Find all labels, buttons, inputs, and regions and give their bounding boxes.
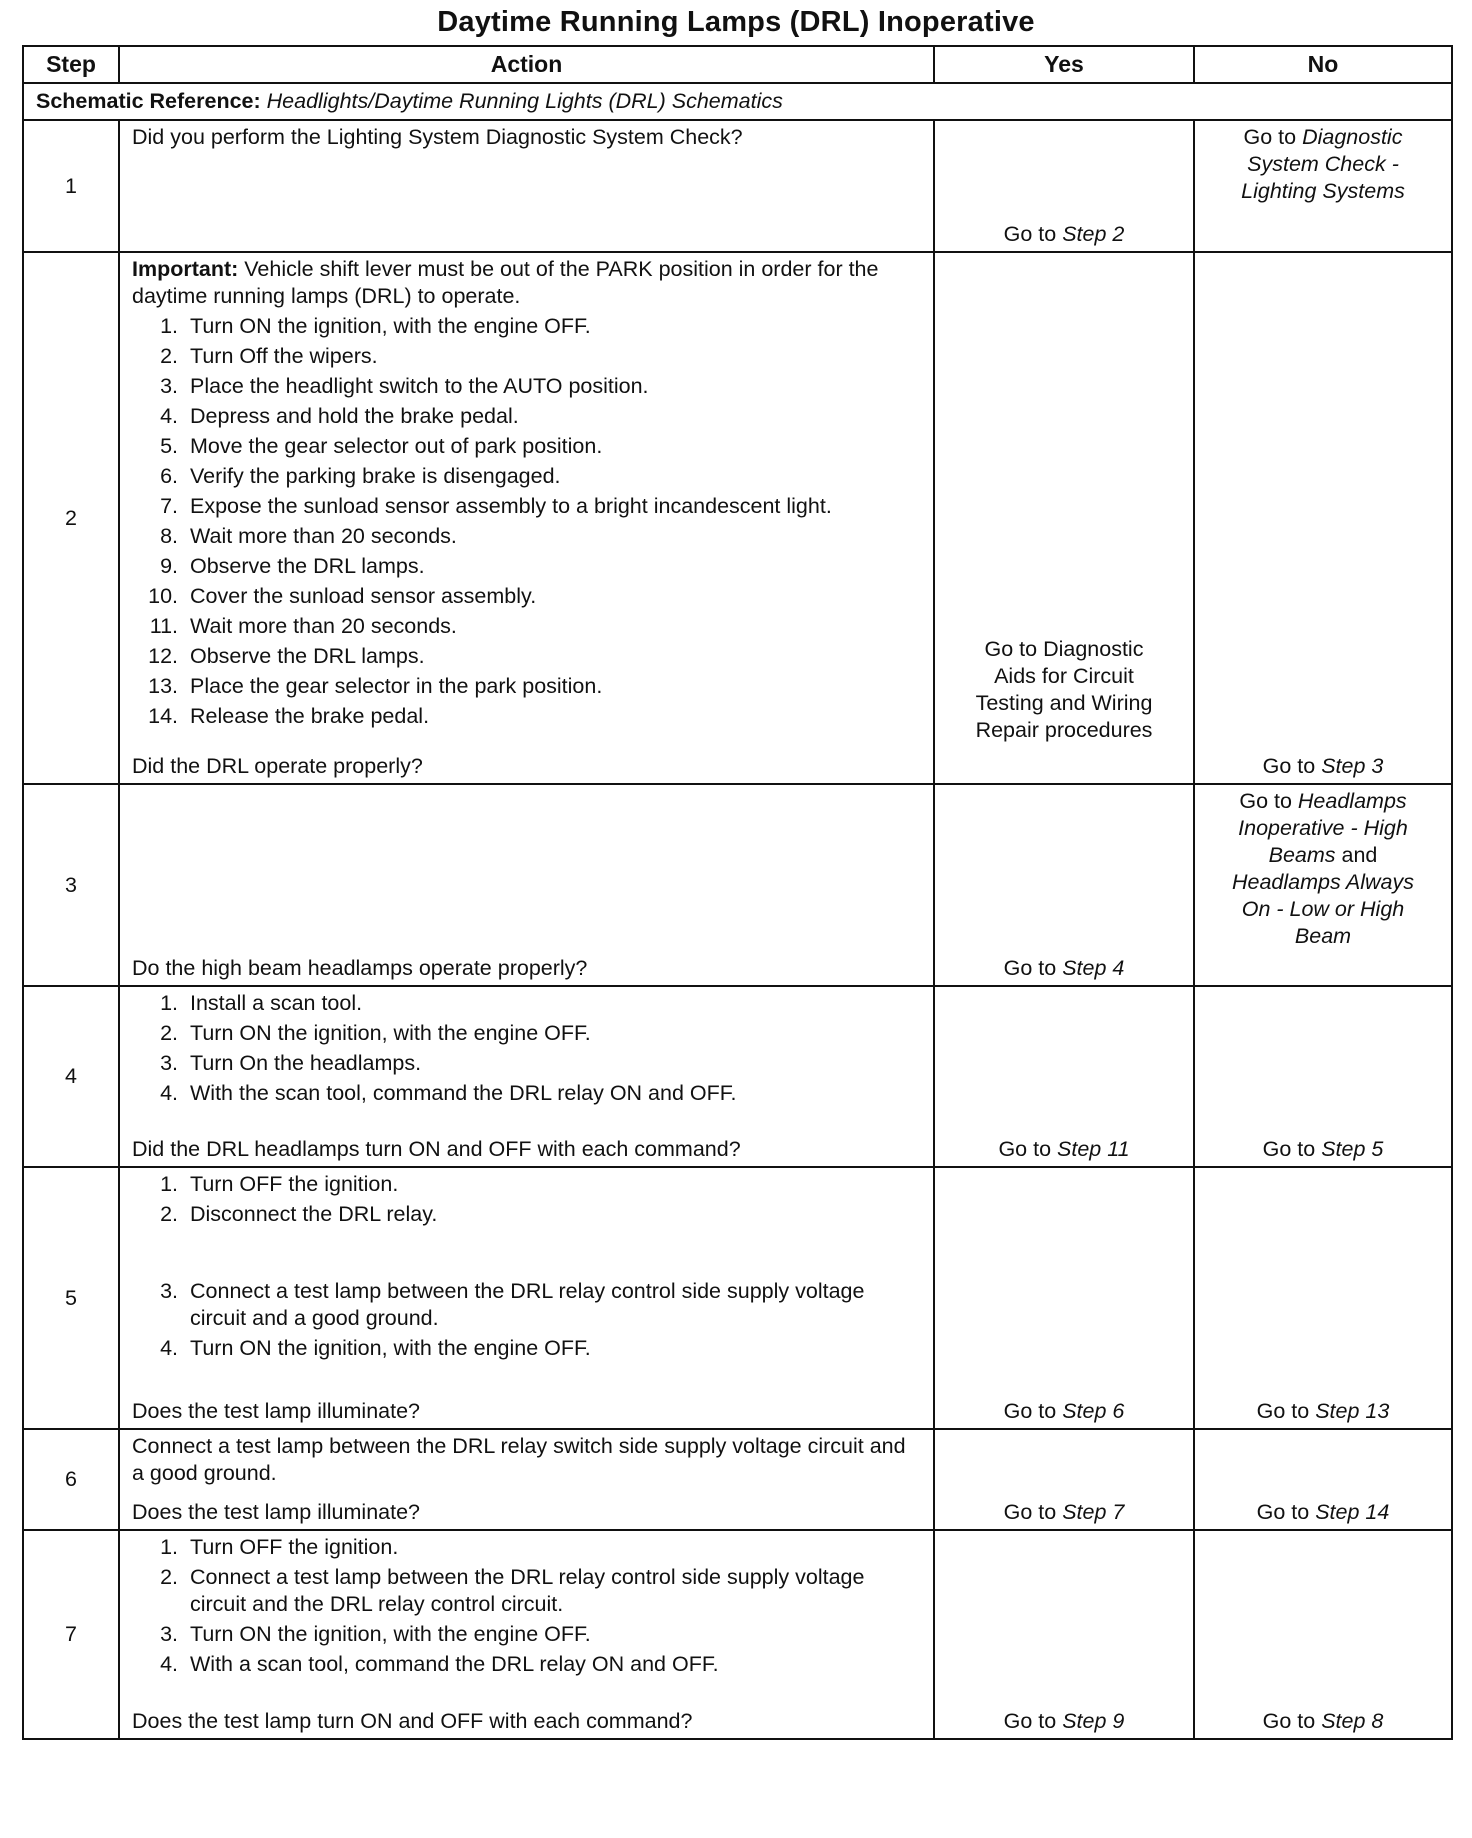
procedure-step — [132, 313, 921, 340]
procedure-step-text: Verify the parking brake is disengaged. — [190, 464, 561, 488]
step-row — [23, 1167, 1452, 1429]
no-result-cell — [1194, 252, 1452, 784]
goto-line — [1203, 923, 1443, 950]
goto-line — [943, 955, 1185, 982]
procedure-step — [132, 1020, 921, 1047]
goto-line — [1203, 151, 1443, 178]
procedure-step — [132, 1534, 921, 1561]
step-number: 3 — [23, 784, 119, 986]
procedure-step-text: With a scan tool, command the DRL relay ON and OFF. — [190, 1652, 719, 1676]
goto-target: Step 13 — [1315, 1399, 1390, 1423]
procedure-step-text: Turn ON the ignition, with the engine OFF. — [190, 314, 591, 338]
goto-target: Diagnostic — [1302, 125, 1403, 149]
goto-target: Headlamps — [1297, 789, 1407, 813]
action-question: Does the test lamp illuminate? — [132, 1399, 421, 1423]
goto-target: Headlamps Always — [1231, 870, 1415, 894]
step-row — [23, 120, 1452, 252]
step-row — [23, 784, 1452, 986]
header-action: Action — [119, 46, 934, 83]
yes-goto — [943, 1136, 1185, 1163]
important-note — [132, 256, 921, 310]
action-cell — [119, 1530, 934, 1739]
no-result-cell — [1194, 1530, 1452, 1739]
yes-result-cell — [934, 986, 1194, 1167]
step-row — [23, 986, 1452, 1167]
goto-prefix: Go to — [1262, 1137, 1322, 1161]
action-cell — [119, 120, 934, 252]
action-cell — [119, 1167, 934, 1429]
yes-goto — [943, 221, 1185, 248]
procedure-step-number: 6. — [160, 464, 178, 488]
goto-line — [1203, 869, 1443, 896]
procedure-step-number: 2. — [160, 1202, 178, 1226]
yes-goto — [943, 955, 1185, 982]
procedure-step — [132, 1335, 921, 1362]
goto-line — [1203, 842, 1443, 869]
important-label: Important: — [132, 257, 239, 281]
procedure-step — [132, 1278, 921, 1332]
goto-target: Testing and Wiring — [975, 691, 1153, 715]
goto-prefix: Go to — [1256, 1399, 1316, 1423]
goto-line — [943, 636, 1185, 663]
procedure-list — [132, 1171, 921, 1365]
goto-target: Step 8 — [1321, 1709, 1384, 1733]
goto-target: Step 9 — [1062, 1709, 1125, 1733]
procedure-step — [132, 990, 921, 1017]
procedure-step-number: 4. — [160, 1336, 178, 1360]
procedure-step — [132, 1080, 921, 1107]
no-goto — [1203, 124, 1443, 205]
no-goto — [1203, 1136, 1443, 1163]
step-number: 7 — [23, 1530, 119, 1739]
procedure-step-text: Move the gear selector out of park position. — [190, 434, 603, 458]
procedure-step-number: 1. — [160, 314, 178, 338]
header-yes: Yes — [934, 46, 1194, 83]
procedure-step-number: 3. — [160, 1622, 178, 1646]
goto-line — [1203, 815, 1443, 842]
procedure-step-number: 5. — [160, 434, 178, 458]
procedure-step-number: 2. — [160, 1565, 178, 1589]
procedure-step — [132, 1201, 921, 1228]
procedure-step-text: Turn ON the ignition, with the engine OFF. — [190, 1336, 591, 1360]
goto-prefix: Go to — [998, 1137, 1058, 1161]
action-question: Did the DRL operate properly? — [132, 754, 423, 778]
no-result-cell — [1194, 120, 1452, 252]
procedure-step — [132, 703, 921, 730]
schematic-reference — [23, 83, 1452, 120]
no-goto — [1203, 1398, 1443, 1425]
procedure-step-number: 10. — [148, 584, 178, 608]
goto-line — [943, 717, 1185, 744]
action-question: Does the test lamp turn ON and OFF with each command? — [132, 1709, 693, 1733]
step-number: 6 — [23, 1429, 119, 1530]
action-question: Does the test lamp illuminate? — [132, 1500, 421, 1524]
no-result-cell — [1194, 784, 1452, 986]
procedure-step-number: 13. — [148, 674, 178, 698]
goto-conjunction: and — [1341, 843, 1378, 867]
goto-prefix: Go to — [1256, 1500, 1316, 1524]
yes-goto — [943, 1398, 1185, 1425]
procedure-step-text: Turn On the headlamps. — [190, 1051, 422, 1075]
goto-target: Step 7 — [1062, 1500, 1125, 1524]
procedure-step — [132, 1564, 921, 1618]
no-goto — [1203, 788, 1443, 950]
action-question: Do the high beam headlamps operate properly? — [132, 956, 588, 980]
procedure-step-text: Install a scan tool. — [190, 991, 363, 1015]
procedure-step-number: 4. — [160, 1652, 178, 1676]
goto-target: Step 11 — [1057, 1137, 1130, 1161]
goto-line — [1203, 1499, 1443, 1526]
procedure-step — [132, 433, 921, 460]
procedure-step-number: 3. — [160, 1279, 178, 1303]
goto-line — [943, 1499, 1185, 1526]
procedure-step — [132, 553, 921, 580]
schematic-reference-text: Headlights/Daytime Running Lights (DRL) Schematics — [266, 89, 783, 113]
header-step: Step — [23, 46, 119, 83]
procedure-step-text: Place the gear selector in the park position. — [190, 674, 603, 698]
goto-line — [943, 1708, 1185, 1735]
page-title: Daytime Running Lamps (DRL) Inoperative — [437, 6, 1035, 38]
procedure-step-text: Disconnect the DRL relay. — [190, 1202, 438, 1226]
goto-target: Go to Diagnostic — [984, 637, 1144, 661]
procedure-step — [132, 403, 921, 430]
procedure-step — [132, 1171, 921, 1198]
procedure-step-text: Turn OFF the ignition. — [190, 1535, 399, 1559]
procedure-step-text: Turn ON the ignition, with the engine OFF. — [190, 1021, 591, 1045]
procedure-step-text: Observe the DRL lamps. — [190, 554, 425, 578]
goto-target: Repair procedures — [975, 718, 1153, 742]
goto-target: Step 3 — [1321, 754, 1384, 778]
goto-target: System Check - — [1247, 152, 1399, 176]
procedure-step-text: Turn OFF the ignition. — [190, 1172, 399, 1196]
procedure-step — [132, 463, 921, 490]
goto-prefix: Go to — [1262, 1709, 1322, 1733]
procedure-step — [132, 1651, 921, 1678]
procedure-step-number: 2. — [160, 344, 178, 368]
yes-goto — [943, 636, 1185, 744]
procedure-step — [132, 583, 921, 610]
goto-prefix: Go to — [1003, 956, 1063, 980]
no-result-cell — [1194, 986, 1452, 1167]
procedure-step-number: 3. — [160, 1051, 178, 1075]
no-result-cell — [1194, 1429, 1452, 1530]
goto-prefix: Go to — [1003, 222, 1063, 246]
procedure-step-number: 14. — [148, 704, 178, 728]
goto-prefix: Go to — [1243, 125, 1303, 149]
procedure-step-number: 3. — [160, 374, 178, 398]
goto-line — [1203, 1398, 1443, 1425]
action-intro: Connect a test lamp between the DRL relay switch side supply voltage circuit and a good ground. — [132, 1434, 906, 1485]
goto-line — [1203, 788, 1443, 815]
action-cell — [119, 1429, 934, 1530]
goto-line — [943, 690, 1185, 717]
procedure-step-number: 4. — [160, 1081, 178, 1105]
goto-target: Step 6 — [1062, 1399, 1125, 1423]
procedure-step-number: 11. — [149, 614, 178, 638]
step-number: 4 — [23, 986, 119, 1167]
procedure-step — [132, 493, 921, 520]
action-question: Did you perform the Lighting System Diagnostic System Check? — [132, 125, 743, 149]
goto-target: Aids for Circuit — [994, 664, 1134, 688]
goto-prefix: Go to — [1003, 1709, 1063, 1733]
goto-prefix: Go to — [1003, 1500, 1063, 1524]
goto-line — [943, 663, 1185, 690]
diagnostic-table — [22, 45, 1453, 1740]
procedure-step-number: 7. — [160, 494, 178, 518]
procedure-step-text: Wait more than 20 seconds. — [190, 524, 457, 548]
procedure-step — [132, 643, 921, 670]
no-goto — [1203, 1499, 1443, 1526]
procedure-step-text: Connect a test lamp between the DRL relay control side supply voltage circuit and the DRL relay control circuit. — [190, 1565, 865, 1616]
procedure-step-text: Turn ON the ignition, with the engine OFF. — [190, 1622, 591, 1646]
yes-result-cell — [934, 120, 1194, 252]
goto-line — [1203, 1708, 1443, 1735]
procedure-step-text: Turn Off the wipers. — [190, 344, 378, 368]
goto-line — [943, 1398, 1185, 1425]
step-number: 1 — [23, 120, 119, 252]
important-text: Vehicle shift lever must be out of the PARK position in order for the daytime running lamps (DRL) to operate. — [132, 257, 879, 308]
no-goto — [1203, 753, 1443, 780]
yes-goto — [943, 1708, 1185, 1735]
step-row — [23, 252, 1452, 784]
procedure-step-number: 12. — [148, 644, 178, 668]
procedure-step-text: Observe the DRL lamps. — [190, 644, 425, 668]
procedure-step-number: 9. — [160, 554, 178, 578]
yes-result-cell — [934, 252, 1194, 784]
procedure-step — [132, 523, 921, 550]
procedure-step-number: 2. — [160, 1021, 178, 1045]
procedure-step-number: 1. — [160, 1535, 178, 1559]
goto-line — [943, 1136, 1185, 1163]
procedure-list — [132, 313, 921, 733]
action-question: Did the DRL headlamps turn ON and OFF with each command? — [132, 1137, 741, 1161]
goto-line — [1203, 753, 1443, 780]
goto-prefix: Go to — [1262, 754, 1322, 778]
yes-goto — [943, 1499, 1185, 1526]
no-goto — [1203, 1708, 1443, 1735]
step-number: 5 — [23, 1167, 119, 1429]
yes-result-cell — [934, 784, 1194, 986]
goto-line — [1203, 896, 1443, 923]
procedure-step-text: Connect a test lamp between the DRL relay control side supply voltage circuit and a good ground. — [190, 1279, 865, 1330]
procedure-step — [132, 673, 921, 700]
procedure-step — [132, 373, 921, 400]
goto-prefix: Go to — [1003, 1399, 1063, 1423]
procedure-step-text: Depress and hold the brake pedal. — [190, 404, 519, 428]
procedure-step-number: 4. — [160, 404, 178, 428]
procedure-list — [132, 990, 921, 1110]
header-no: No — [1194, 46, 1452, 83]
step-row — [23, 1530, 1452, 1739]
procedure-step — [132, 343, 921, 370]
schematic-reference-label: Schematic Reference: — [36, 89, 261, 113]
procedure-step-number: 8. — [160, 524, 178, 548]
goto-target: Step 4 — [1062, 956, 1125, 980]
procedure-step-number: 1. — [160, 1172, 178, 1196]
action-cell — [119, 784, 934, 986]
no-result-cell — [1194, 1167, 1452, 1429]
procedure-step-text: Wait more than 20 seconds. — [190, 614, 457, 638]
goto-line — [1203, 124, 1443, 151]
step-row — [23, 1429, 1452, 1530]
procedure-step — [132, 613, 921, 640]
goto-target: Step 5 — [1321, 1137, 1384, 1161]
procedure-step-text: With the scan tool, command the DRL relay ON and OFF. — [190, 1081, 737, 1105]
goto-target: Inoperative - High — [1238, 816, 1408, 840]
procedure-step-text: Place the headlight switch to the AUTO position. — [190, 374, 649, 398]
procedure-step — [132, 1050, 921, 1077]
yes-result-cell — [934, 1167, 1194, 1429]
goto-target: Lighting Systems — [1241, 179, 1405, 203]
goto-target: On - Low or High — [1241, 897, 1405, 921]
step-number: 2 — [23, 252, 119, 784]
goto-target: Beam — [1294, 924, 1352, 948]
procedure-step-text: Expose the sunload sensor assembly to a bright incandescent light. — [190, 494, 832, 518]
goto-line — [943, 221, 1185, 248]
goto-line — [1203, 178, 1443, 205]
header-row — [23, 46, 1452, 83]
schematic-reference-row — [23, 83, 1452, 120]
action-cell — [119, 252, 934, 784]
goto-line — [1203, 1136, 1443, 1163]
goto-prefix: Go to — [1239, 789, 1298, 813]
yes-result-cell — [934, 1429, 1194, 1530]
action-cell — [119, 986, 934, 1167]
procedure-step — [132, 1621, 921, 1648]
procedure-step-text: Release the brake pedal. — [190, 704, 430, 728]
goto-target: Step 14 — [1315, 1500, 1390, 1524]
yes-result-cell — [934, 1530, 1194, 1739]
procedure-step-text: Cover the sunload sensor assembly. — [190, 584, 537, 608]
goto-target: Step 2 — [1062, 222, 1125, 246]
procedure-list — [132, 1534, 921, 1681]
procedure-step-number: 1. — [160, 991, 178, 1015]
goto-target: Beams — [1268, 843, 1336, 867]
